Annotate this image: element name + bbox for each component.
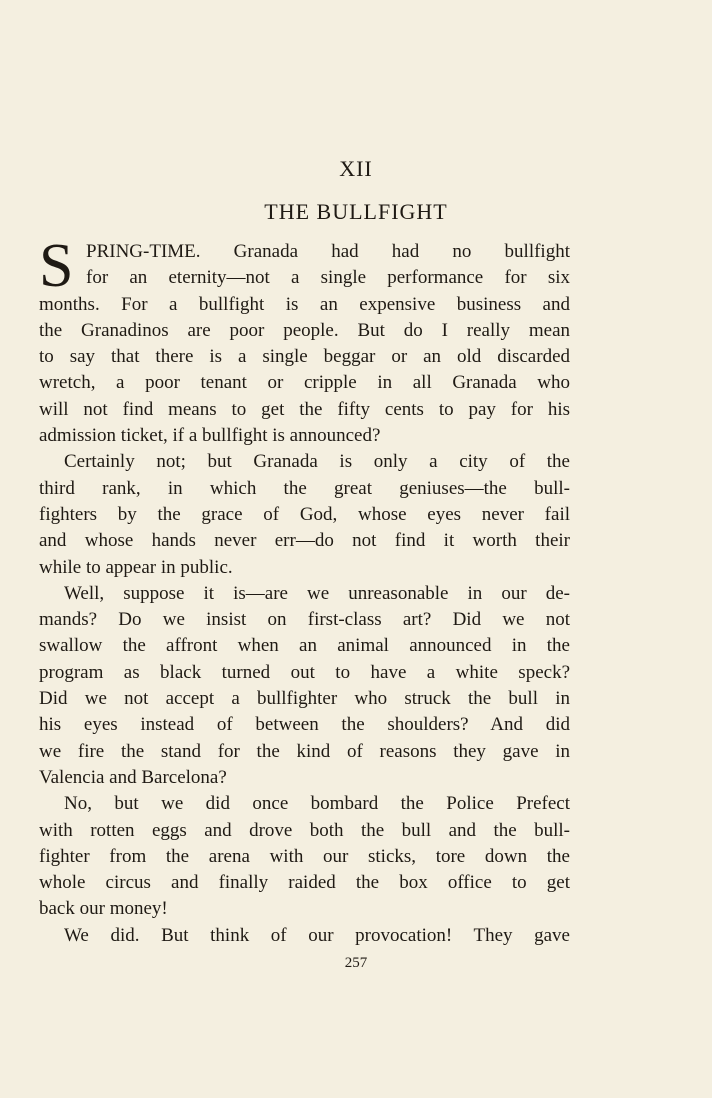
text-line: back our money!	[39, 898, 168, 920]
text-line: fighters by the grace of God, whose eyes never fail	[39, 503, 570, 525]
text-line: Valencia and Barcelona?	[39, 766, 227, 788]
body-text	[39, 232, 570, 949]
text-line: to say that there is a single beggar or an old discarded	[39, 346, 570, 368]
text-line: for an eternity—not a single performance for six	[86, 267, 570, 289]
text-line: PRING-TIME. Granada had had no bullfight	[86, 241, 570, 262]
chapter-title: THE BULLFIGHT	[264, 199, 448, 224]
text-line: swallow the affront when an animal announced in the	[39, 635, 570, 657]
text-line: will not find means to get the fifty cents to pay for his	[39, 398, 570, 420]
text-line: Did we not accept a bullfighter who struck the bull in	[39, 688, 570, 710]
text-line: mands? Do we insist on first-class art? Did we not	[39, 609, 570, 631]
text-line: while to appear in public.	[39, 556, 233, 578]
text-line: admission ticket, if a bullfight is announced?	[39, 425, 381, 447]
text-line: his eyes instead of between the shoulders? And did	[39, 714, 570, 736]
text-line: the Granadinos are poor people. But do I really mean	[39, 319, 570, 341]
text-line: Certainly not; but Granada is only a city of the	[64, 451, 570, 473]
chapter-number: XII	[339, 156, 373, 181]
text-line: whole circus and finally raided the box office to get	[39, 872, 570, 894]
text-line: and whose hands never err—do not find it worth their	[39, 530, 570, 552]
page-number: 257	[344, 955, 368, 971]
text-line: wretch, a poor tenant or cripple in all Granada who	[39, 372, 570, 394]
text-line: We did. But think of our provocation! They gave	[64, 924, 570, 946]
text-line: program as black turned out to have a white speck?	[39, 661, 570, 683]
text-line: third rank, in which the great geniuses—the bull-	[39, 477, 570, 499]
text-line: No, but we did once bombard the Police Prefect	[64, 793, 570, 815]
text-line: we fire the stand for the kind of reasons they gave in	[39, 740, 570, 762]
text-line: Well, suppose it is—are we unreasonable in our de-	[64, 582, 570, 604]
drop-cap: S	[39, 232, 74, 300]
text-line: with rotten eggs and drove both the bull and the bull-	[39, 819, 570, 841]
text-line: fighter from the arena with our sticks, tore down the	[39, 845, 570, 867]
text-line: months. For a bullfight is an expensive business and	[39, 293, 570, 315]
